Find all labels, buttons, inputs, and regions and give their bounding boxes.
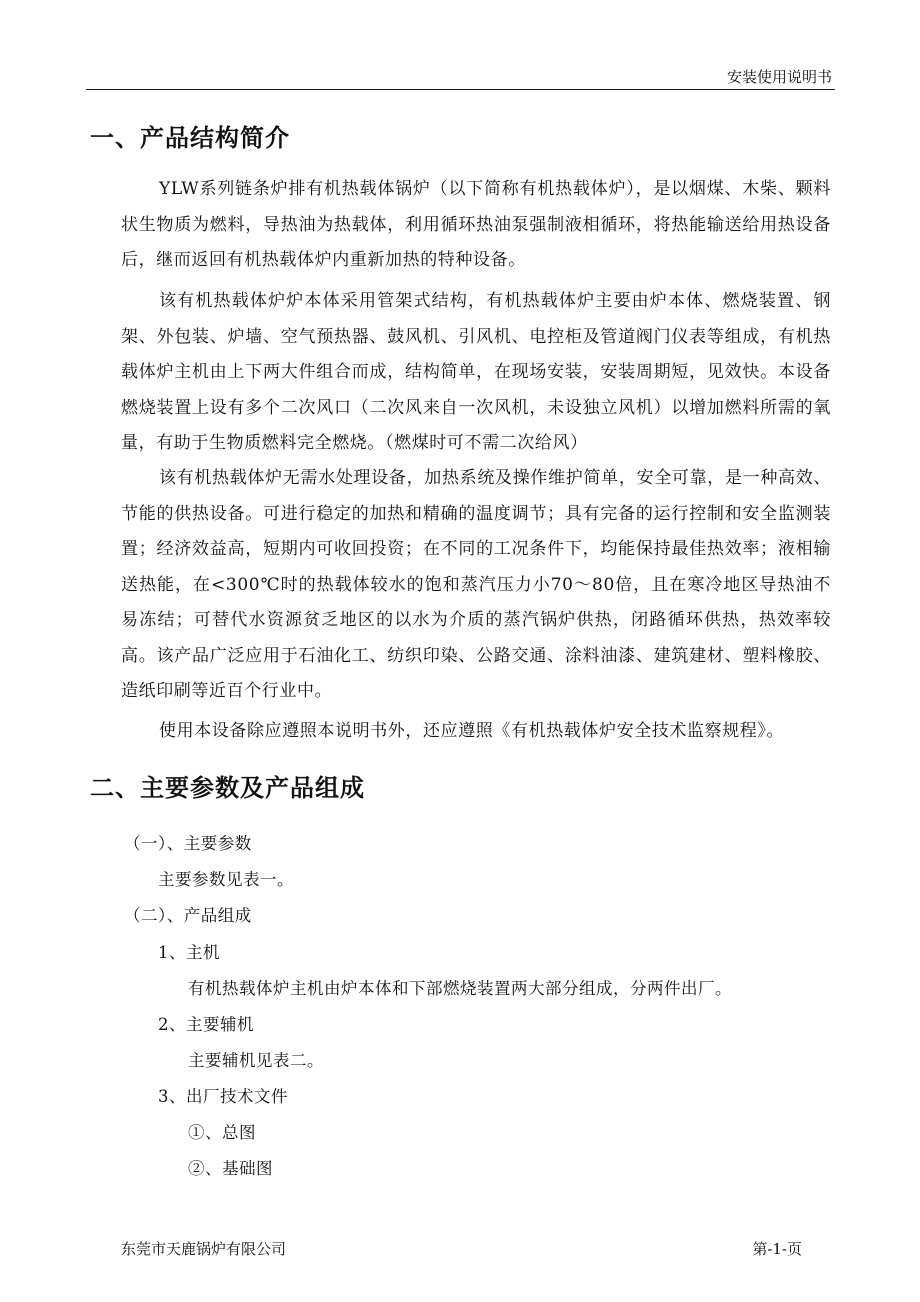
item-3-title: 3、出厂技术文件: [158, 1087, 288, 1106]
subsection-1-text: 主要参数见表一。: [158, 870, 294, 889]
section2-heading: 二、主要参数及产品组成: [90, 774, 365, 802]
item-2-text: 主要辅机见表二。: [188, 1051, 324, 1070]
section1-paragraph-1: YLW系列链条炉排有机热载体锅炉（以下简称有机热载体炉），是以烟煤、木柴、颗料状生物质为燃料，导热油为热载体，利用循环热油泵强制液相循环，将热能输送给用热设备后，继而返回有机热载体炉内重新加热的特种设备。: [121, 179, 831, 270]
item-2-title: 2、主要辅机: [158, 1015, 254, 1034]
footer-page-number: 第-1-页: [752, 1240, 802, 1258]
section1-paragraph-2: 该有机热载体炉炉本体采用管架式结构，有机热载体炉主要由炉本体、燃烧装置、钢架、外包装、炉墙、空气预热器、鼓风机、引风机、电控柜及管道阀门仪表等组成，有机热载体炉主机由上下两大件组合而成，结构简单，在现场安装，安装周期短，见效快。本设备燃烧装置上设有多个二次风口（二次风来自一次风机，未设独立风机）以增加燃料所需的氧量，有助于生物质燃料完全燃烧。（燃煤时可不需二次给风）: [121, 291, 831, 453]
section1-paragraph-3: 该有机热载体炉无需水处理设备，加热系统及操作维护简单，安全可靠，是一种高效、节能的供热设备。可进行稳定的加热和精确的温度调节；具有完备的运行控制和安全监测装置；经济效益高，短期内可收回投资；在不同的工况条件下，均能保持最佳热效率；液相输送热能，在<300℃时的热载体较水的饱和蒸汽压力小70～80倍，且在寒冷地区导热油不易冻结；可替代水资源贫乏地区的以水为介质的蒸汽锅炉供热，闭路循环供热，热效率较高。该产品广泛应用于石油化工、纺织印染、公路交通、涂料油漆、建筑建材、塑料橡胶、造纸印刷等近百个行业中。: [121, 468, 831, 701]
subsection-1-title: （一）、主要参数: [124, 834, 252, 853]
section1-paragraph-4: 使用本设备除应遵照本说明书外，还应遵照《有机热载体炉安全技术监察规程》。: [159, 721, 785, 741]
item-1-text: 有机热载体炉主机由炉本体和下部燃烧装置两大部分组成，分两件出厂。: [188, 979, 732, 998]
section1-heading: 一、产品结构简介: [90, 124, 290, 152]
item-3-subitem: ②、基础图: [188, 1159, 273, 1178]
item-1-title: 1、主机: [158, 943, 220, 962]
footer-company: 东莞市天鹿锅炉有限公司: [121, 1240, 287, 1258]
subsection-2-title: （二）、产品组成: [124, 906, 252, 925]
header-title: 安装使用说明书: [726, 68, 832, 86]
item-3-subitem: ①、总图: [188, 1123, 256, 1142]
header-rule: [86, 89, 835, 90]
